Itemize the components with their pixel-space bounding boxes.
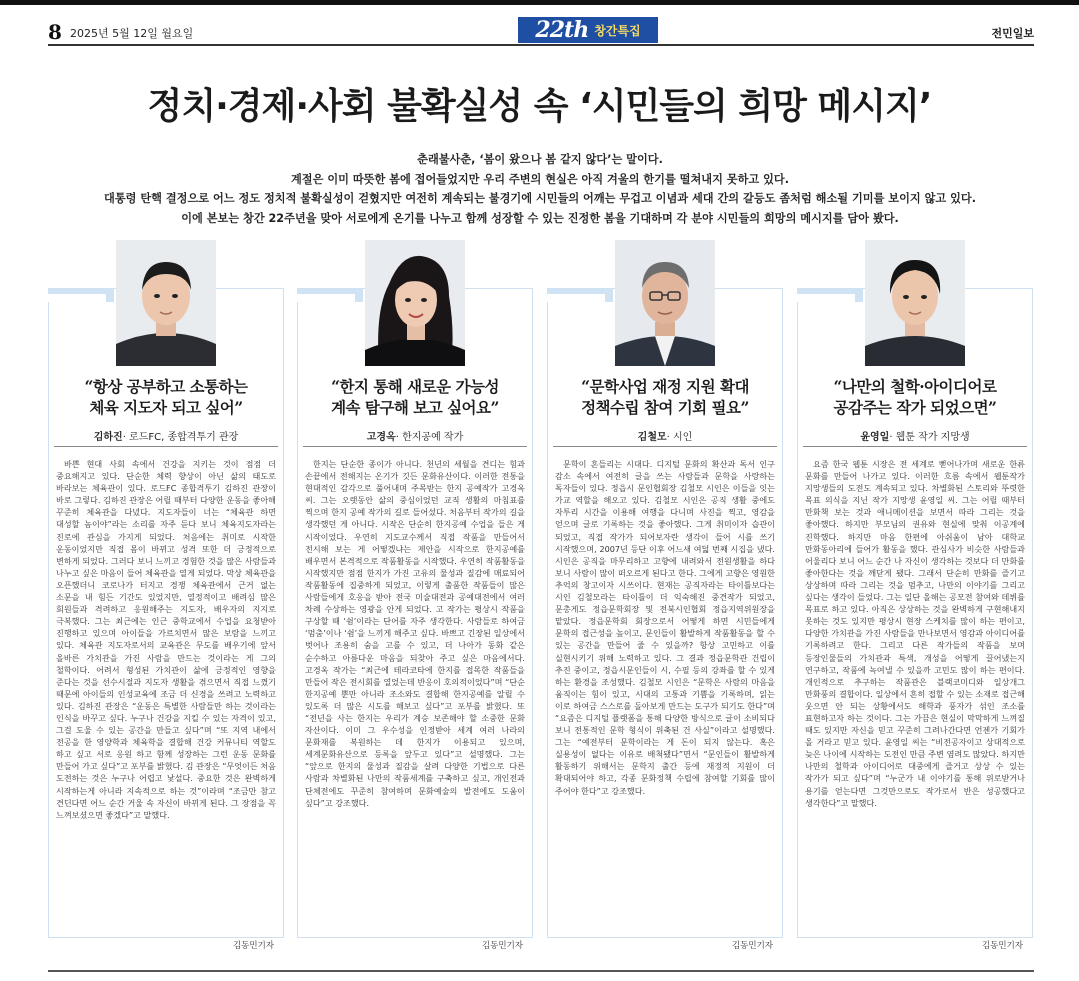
intro-paragraph	[60, 150, 1020, 228]
interviewee-byline	[797, 428, 1033, 443]
quote-line: “문학사업 재정 지원 확대	[581, 377, 749, 396]
frame-corner-right	[797, 288, 863, 302]
interview-quote	[48, 376, 284, 418]
frame-corner-right	[48, 288, 114, 302]
page-number: 8	[48, 20, 62, 44]
anniversary-badge	[518, 17, 658, 43]
newspaper-name: 전민일보	[991, 27, 1034, 40]
article-body	[555, 458, 775, 797]
interviewee-byline	[48, 428, 284, 443]
divider	[803, 446, 1027, 447]
portrait-photo	[615, 240, 715, 366]
divider	[54, 446, 278, 447]
reporter-credit: 김동민기자	[481, 941, 523, 951]
article-text: 요즘 한국 웹툰 시장은 전 세계로 뻗어나가며 새로운 한류 문화를 만들어 나가고 있다. 이러한 흐름 속에서 웹툰작가 지망생들의 도전도 계속되고 있다. 차별화된 스토리와 뚜렷한 목표 의식을 지닌 작가 지망생 윤영일 씨. 그는 어릴 때부터 만화책 보는 것과 애니메이션을 보면서 따라 그리는 것을 좋아했다. 하지만 부모님의 권유와 현실에 맞춰 이공계에 진학했다. 하지만 마음 한편에 아쉬움이 남아 대학교 만화동아리에 들어가 활동을 했다. 관심사가 비슷한 사람들과 어울리다 보니 어느 순간 나 자신이 생각하는 것보다 더 만화를 좋아한다는 것을 깨닫게 됐다. 그래서 단순히 만화를 즐기고 상상하며 따라 그리는 것을 멈추고, 나만의 이야기를 그리고 싶다는 생각이 들었다. 그는 일단 올해는 공모전 참여와 데뷔를 목표로 하고 있다. 아직은 상상하는 것을 완벽하게 구현해내지 못하는 것도 있지만 평상시 현장 스케치를 많이 하는 편이고, 다양한 가치관을 가진 사람들을 만나보면서 영감과 아이디어를 기록하려고 한다. 그리고 다른 작가들의 작품을 보며 등장인물들의 가치관과 특색, 개성을 어떻게 끌어냈는지 연구하고, 작품에 녹여낼 수 있을까 고민도 많이 하는 편이다. 개인적으로 추구하는 작품관은 블랙코미디와 일상개그 만화풍의 결합이다. 일상에서 흔히 접할 수 있는 소재로 접근해 웃으면 안 되는 상황에서도 해학과 풍자가 섞인 조소를 표현하고자 하는 것이다. 그는 가끔은 현실이 막막하게 느껴질 때도 있지만 자신을 믿고 꾸준히 그려나간다면 언젠가 기회가 올 거라고 믿고 있다. 윤영일 씨는 “비전공자이고 상대적으로 늦은 나이에 시작하는 도전인 만큼 주변 염려도 많았다. 하지만 나만의 철학과 아이디어로 대중에게 즐거고 상상 수 있는 작가가 되고 싶다”며 “누군가 내 이야기를 통해 위로받거나 용기를 얻는다면 그것만으로도 작가로서 반은 성공했다고 생각한다”고 말했다.	[805, 459, 1025, 808]
interview-column-1	[48, 240, 284, 955]
article-text: 문학이 흔들리는 시대다. 디지털 문화의 확산과 독서 인구 감소 속에서 여전히 글을 쓰는 사람들과 문학을 사랑하는 독자들이 있다. 정읍시 문인협회장 김철모 시인은 이들을 잇는 가교 역할을 해오고 있다. 김철모 시인은 공직 생활 중에도 자투리 시간을 이용해 여행을 다니며 사진을 찍고, 영감을 얻으며 글로 기록하는 것을 좋아했다. 그게 취미이자 습관이 되었고, 직접 작가가 되어보자란 생각이 들어 시를 쓰기 시작했으며, 2007년 등단 이후 어느새 여덟 번째 시집을 냈다. 시인은 공직을 마무리하고 고향에 내려와서 전원생활을 하다 보니 사람이 많이 떠오르게 된다고 한다. 그에게 고향은 영원한 추억의 창고이자 시쓰이다. 현재는 공직자라는 타이틀보다는 시인 김철모라는 타이틀이 더 익숙해진 중견작가 되었고, 문총게도 정읍문학회장 및 전북시인협회 정읍지역위원장을 맡았다. 정읍문학회 회장으로서 어떻게 하면 시민들에게 문학의 접근성을 높이고, 문인들이 활발하게 작품활동을 할 수 있는 공간을 만들어 줄 수 있을까? 항상 고민하고 이를 실현시키기 위해 노력하고 있다. 그 결과 정읍문학관 건립이 추진 중이고, 정읍시문인들이 시, 수필 등의 강좌를 할 수 있게 하는 환경을 조성했다. 김철모 시인은 “문학은 사람의 마음을 움직이는 힘이 있고, 시대의 고통과 기쁨을 기록하며, 읽는 이로 하여금 스스로를 돌아보게 만드는 도구가 되기도 한다”며 “요즘은 디지털 플랫폼을 통해 다양한 방식으로 글이 소비되다 보니 전통적인 문학 형식이 위축된 건 사실”이라고 설명했다. 그는 “예전부터 문학이라는 게 돈이 되지 않는다. 혹은 실용성이 없다는 이유로 배척됐다”면서 “문인들이 활발하게 활동하기 위해서는 문학지 출간 등에 재정적 지원이 더 확대되어야 하고, 각종 문화정책 수립에 참여할 기회를 많이 주어야 한다”고 강조했다.	[555, 459, 775, 796]
interview-column-4	[797, 240, 1033, 955]
article-body	[805, 458, 1025, 809]
intro-line: 춘래불사춘, ‘봄이 왔으나 봄 같지 않다’는 말이다.	[417, 153, 663, 166]
interview-column-2	[297, 240, 533, 955]
portrait-photo	[116, 240, 216, 366]
interviewee-name: 김철모	[637, 432, 667, 443]
reporter-credit: 김동민기자	[981, 941, 1023, 951]
special-edition-label: 창간특집	[594, 23, 641, 38]
interview-quote	[797, 376, 1033, 418]
article-text: 한지는 단순한 종이가 아니다. 천년의 세월을 견디는 힘과 손끝에서 전해지는 온기가 깃든 문화유산이다. 이러한 전통을 현대적인 감각으로 풀어내며 주목받는 한지 공예작가 고경옥 씨. 그는 오랫동안 삶의 중심이었던 교직 생활의 마침표를 찍으며 한지 공예 작가의 길로 들어섰다. 처음부터 작가의 길을 생각했던 게 아니다. 시작은 단순히 한지공예 수업을 들은 게 시작이었다. 우연히 지도교수께서 직접 작품을 만들어서 전시해 보는 게 어떻겠냐는 제안을 시작으로 한지공예를 배우면서 본격적으로 작품활동을 시작했다. 우연히 작품활동을 시작했지만 점점 한지가 가진 고유의 물성과 질감에 매료되어 작품활동에 집중하게 되었고, 이렇게 출품한 작품들이 많은 사람들에게 호응을 받아 전국 미술대전과 공예대전에서 여러 차례 수상하는 영광을 안게 되었다. 고 작가는 평상시 작품을 구상할 때 ‘쉼’이라는 단어를 자주 생각한다. 사람들로 하여금 ‘멈춤’이나 ‘쉼’을 느끼게 해주고 싶다. 바쁘고 긴장된 일상에서 벗어나 조용히 숨을 고를 수 있고, 더 나아가 동화 같은 순수하고 아름다운 마음을 되찾아 주고 싶은 마음에서다. 고경옥 작가는 “최근에 테라코타에 한지를 접목한 작품들을 만들어 작은 전시회를 열었는데 반응이 호의적이었다”며 “단순 한지공예 뿐만 아니라 조소와도 결합해 한지공예를 알릴 수 있도록 더 많은 시도를 해보고 싶다”고 포부를 밝혔다. 또 “전년을 사는 한지는 우리가 계승 보존해야 할 소중한 문화 자산이다. 이미 그 우수성을 인정받아 세계 여러 나라의 문화재를 복원하는 데 한지가 이용되고 있으며, 세계문화유산으로 등록을 앞두고 있다”고 설명했다. 그는 “앞으로 한지의 물성과 질감을 살려 다양한 기법으로 다른 사람과 차별화된 나만의 작품세계를 구축하고 싶고, 개인전과 단체전에도 꾸준히 참여하며 문화예술의 발전에도 도움이 싶다”고 강조했다.	[305, 459, 525, 808]
anniversary-number: 22th	[535, 17, 589, 43]
quote-line: “항상 공부하고 소통하는	[84, 377, 248, 396]
interviewee-role: · 한지공예 작가	[395, 432, 464, 443]
interviewee-name: 고경옥	[366, 432, 396, 443]
reporter-credit: 김동민기자	[232, 941, 274, 951]
portrait-photo	[365, 240, 465, 366]
interview-column-3	[547, 240, 783, 955]
interviewee-role: · 시인	[666, 432, 693, 443]
frame-corner-right	[547, 288, 613, 302]
quote-line: 계속 탐구해 보고 싶어요”	[331, 398, 499, 417]
interviewee-byline	[297, 428, 533, 443]
article-body	[305, 458, 525, 809]
quote-line: 체육 지도자 되고 싶어”	[89, 398, 243, 417]
main-headline: 정치·경제·사회 불확실성 속 ‘시민들의 희망 메시지’	[147, 86, 932, 127]
interviewee-byline	[547, 428, 783, 443]
article-body	[56, 458, 276, 821]
interview-quote	[297, 376, 533, 418]
interviewee-role: · 웹툰 작가 지망생	[889, 432, 970, 443]
frame-corner-right	[297, 288, 363, 302]
quote-line: 공감주는 작가 되었으면”	[833, 398, 997, 417]
intro-line: 이에 본보는 창간 22주년을 맞아 서로에게 온기를 나누고 함께 성장할 수 있는 진정한 봄을 기대하며 각 분야 시민들의 희망의 메시지를 담아 봤다.	[181, 211, 899, 225]
interviewee-name: 김하진	[93, 432, 123, 443]
article-text: 바쁜 현대 사회 속에서 건강을 지키는 것이 점점 더 중요해지고 있다. 단순한 체력 향상이 아닌 삶의 태도로 바라보는 체육관이 있다. 로드FC 종합격투기 김하진 관장이 바로 그렇다. 김하진 관장은 어릴 때부터 다양한 운동을 좋아해 꾸준히 체육관을 다녔다. 지도자들이 너는 “체육관 하면 대성할 놈이야”라는 소리를 자주 듣다 보니 체육지도자라는 진로에 관심을 가지게 되었다. 처음에는 취미로 시작한 운동이었지만 직접 몸이 바뀌고 성격 또한 더 긍정적으로 변하게 되었다. 그러다 보니 느끼고 경험한 것을 많은 사람들과 나누고 싶은 마음이 들어 체육관을 열게 되었다. 막상 체육관을 오픈했더니 코로나가 터지고 경쟁 체육관에서 근거 없는 소문을 내 힘든 기간도 있었지만, 열정적이고 배려심 많은 회원들과 격려하고 응원해주는 지도자, 배우자의 지지로 극복했다. 그는 최근에는 인근 중학교에서 수업을 요청받아 진행하고 있으며 아이들을 가르치면서 많은 보람을 느끼고 있다. 체육관 지도자로서의 교육관은 무도를 배우기에 앞서 올바른 가치관을 가진 사람을 만드는 것이라는 게 그의 철학이다. 어려서 형성된 가치관이 삶에 긍정적인 영향을 준다는 것을 선수시절과 지도자 생활을 겪으면서 직접 느꼈기 때문에 아이들의 인성교육에 조금 더 신경을 쓰려고 노력하고 있다. 김하진 관장은 “운동은 특별한 사람들만 하는 것이라는 인식을 바꾸고 싶다. 누구나 건강을 지킬 수 있는 자격이 있고, 그걸 도울 수 있는 공간을 만들고 싶다”며 “또 지역 내에서 전공을 한 영양학과 체육학을 결합해 건강 커뮤니티 역할도 하고 싶고 서로 응원 하고 함께 성장하는 그런 운동 문화를 만들어 가고 싶다”고 포부를 밝혔다. 김 관장은 “무엇이든 처음 도전하는 것은 누구나 어렵고 낯설다. 중요한 것은 완벽하게 시작하는게 아니라 지속적으로 하는 것”이라며 “조금만 참고 견딘다면 어느 순간 거울 속 자신이 바뀌게 된다. 그 장점을 꼭 느껴보셨으면 좋겠다”고 말했다.	[56, 459, 276, 820]
interview-quote	[547, 376, 783, 418]
page-header	[48, 17, 1034, 46]
portrait-photo	[865, 240, 965, 366]
intro-line: 계절은 이미 따뜻한 봄에 접어들었지만 우리 주변의 현실은 아직 겨울의 한기를 떨쳐내지 못하고 있다.	[291, 172, 789, 186]
interviewee-name: 윤영일	[860, 432, 890, 443]
interviewee-role: · 로드FC, 종합격투기 관장	[122, 432, 239, 443]
quote-line: “나만의 철학·아이디어로	[833, 377, 997, 396]
divider	[303, 446, 527, 447]
issue-date: 2025년 5월 12일 월요일	[70, 27, 194, 40]
reporter-credit: 김동민기자	[731, 941, 773, 951]
page-bottom-rule	[48, 970, 1034, 972]
top-black-bar	[0, 0, 1079, 5]
divider	[553, 446, 777, 447]
quote-line: “한지 통해 새로운 가능성	[331, 377, 499, 396]
quote-line: 정책수립 참여 기회 필요”	[581, 398, 749, 417]
intro-line: 대통령 탄핵 결정으로 어느 정도 정치적 불확실성이 걷혔지만 여전히 계속되는 불경기에 시민들의 어깨는 무겁고 이념과 세대 간의 갈등도 좀처럼 해소될 기미를 보이지 않고 있다.	[104, 192, 976, 205]
